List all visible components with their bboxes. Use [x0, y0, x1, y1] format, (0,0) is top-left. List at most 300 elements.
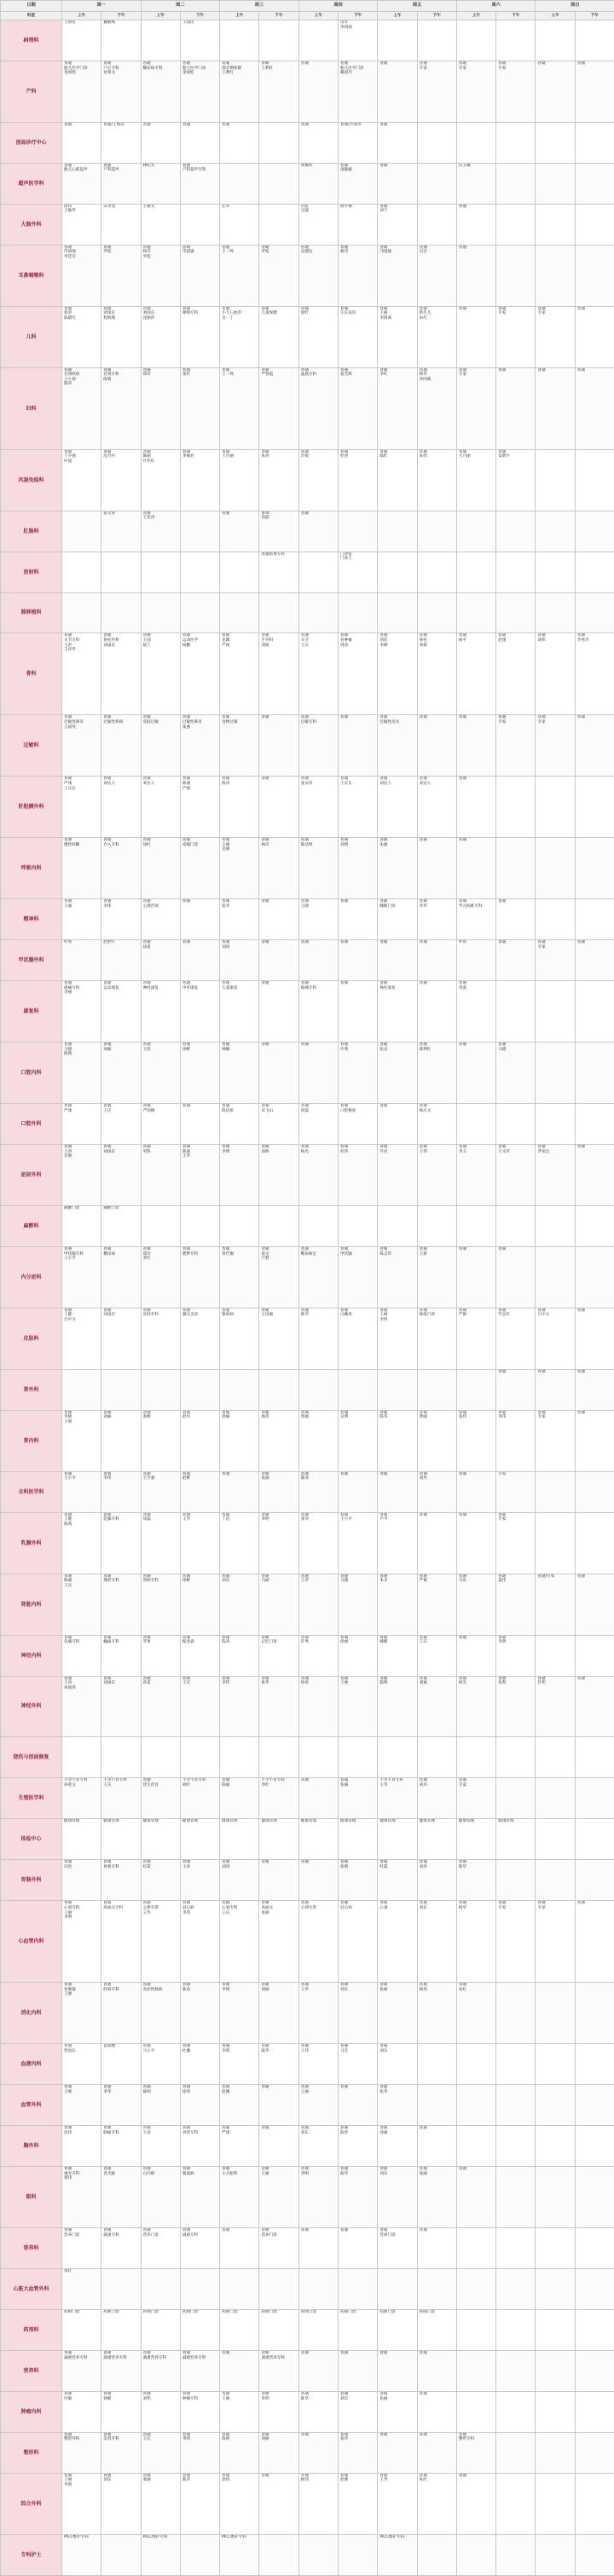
- morning-slot-cell: [298, 1369, 338, 1410]
- morning-slot-cell: 普通 过敏性皮炎: [378, 715, 417, 777]
- morning-slot-cell: 普通 心律失常 王华: [141, 1901, 180, 1983]
- morning-slot-cell: 普通: [298, 1860, 338, 1901]
- morning-slot-cell: 普通 李红: [378, 367, 417, 449]
- afternoon-slot-cell: 普通 张华: [259, 1676, 298, 1737]
- morning-slot-cell: 普通 围孕期保健 王利红: [220, 61, 259, 122]
- morning-slot-cell: 普通: [298, 940, 338, 981]
- morning-slot-cell: [536, 122, 575, 163]
- morning-slot-cell: 普通 李晓 王明: [62, 1410, 101, 1471]
- department-name: 神经外科: [1, 1676, 62, 1737]
- day-header-sat: 周六: [456, 1, 536, 12]
- morning-slot-cell: 普通 王丽: [298, 2085, 338, 2126]
- afternoon-slot-cell: 普通: [180, 122, 219, 163]
- afternoon-slot-cell: 普通 食管专科: [180, 2126, 219, 2167]
- morning-slot-cell: 普通 王巧丽: [456, 449, 495, 511]
- morning-slot-cell: 普通: [298, 511, 338, 552]
- afternoon-slot-cell: [575, 2126, 614, 2167]
- afternoon-slot-cell: 普通 青光眼: [101, 2167, 141, 2228]
- department-name: 创面诊疗中心: [1, 122, 62, 163]
- department-row: [1, 2391, 614, 2432]
- morning-slot-cell: 普通 杨光: [298, 1145, 338, 1206]
- afternoon-slot-cell: 赵舒仔: [101, 940, 141, 981]
- afternoon-slot-cell: 普通 刘丽: [101, 1410, 141, 1471]
- afternoon-slot-cell: [496, 20, 536, 61]
- afternoon-slot-cell: [339, 1737, 378, 1778]
- afternoon-slot-cell: [575, 592, 614, 633]
- morning-slot-cell: [536, 1860, 575, 1901]
- afternoon-slot-cell: 健康管理: [339, 1819, 378, 1860]
- afternoon-slot-cell: 普通 李伟: [496, 1410, 536, 1471]
- morning-slot-cell: [456, 552, 495, 592]
- afternoon-slot-cell: [575, 245, 614, 306]
- morning-slot-cell: [536, 981, 575, 1043]
- afternoon-slot-cell: 普通 朱凯: [496, 1676, 536, 1737]
- afternoon-slot-cell: 普通: [259, 715, 298, 777]
- morning-slot-cell: 药师门诊: [378, 2309, 417, 2350]
- morning-slot-cell: 普通 宫颈疾病 王小莉 陈华: [62, 367, 101, 449]
- afternoon-slot-cell: 普通 胎儿医学门诊 金国桂: [180, 61, 219, 122]
- morning-slot-cell: PICC维护专科: [141, 2534, 180, 2575]
- morning-slot-cell: 普通 刘达人: [141, 777, 180, 838]
- afternoon-slot-cell: [496, 2044, 536, 2085]
- morning-slot-cell: 普通 刘东: [298, 2126, 338, 2167]
- morning-slot-cell: [141, 1369, 180, 1410]
- schedule-body: [1, 20, 614, 2576]
- afternoon-slot-cell: [259, 1737, 298, 1778]
- morning-slot-cell: 普通 徐丽: [220, 1410, 259, 1471]
- morning-slot-cell: [536, 449, 575, 511]
- morning-slot-cell: 普通 许亮: [378, 1145, 417, 1206]
- afternoon-slot-cell: 普通 李华: [417, 899, 456, 940]
- morning-slot-cell: 普通 肾病专科: [141, 1574, 180, 1635]
- afternoon-slot-cell: 不孕不育专科 李红: [259, 1778, 298, 1819]
- department-row: [1, 592, 614, 633]
- morning-slot-cell: 普通 专家: [536, 1410, 575, 1471]
- afternoon-slot-cell: 不孕不育专科 刘红: [180, 1778, 219, 1819]
- afternoon-slot-cell: 普通 徐彬: [180, 1043, 219, 1104]
- morning-slot-cell: 普通 盆底专科: [298, 367, 338, 449]
- morning-slot-cell: 普通 沈伟: [62, 2126, 101, 2167]
- morning-slot-cell: 普通: [378, 2350, 417, 2391]
- afternoon-slot-cell: 普通 乳腺专科: [101, 1512, 141, 1574]
- afternoon-slot-cell: 普通: [575, 61, 614, 122]
- afternoon-slot-cell: 普通 徐海: [259, 1145, 298, 1206]
- afternoon-slot-cell: 普通: [575, 940, 614, 981]
- afternoon-slot-cell: 普通 爱文 卢梦: [259, 1246, 298, 1308]
- morning-slot-cell: 普通 王丽 吴丽: [220, 838, 259, 899]
- department-name: 神经内科: [1, 1635, 62, 1676]
- morning-slot-cell: 普通: [536, 61, 575, 122]
- afternoon-slot-cell: 普通 薛利红: [417, 1043, 456, 1104]
- morning-slot-cell: 健康管理: [220, 1819, 259, 1860]
- afternoon-slot-cell: 普通 专家: [496, 715, 536, 777]
- department-row: [1, 777, 614, 838]
- afternoon-slot-cell: 普通 癫痫专科: [101, 1635, 141, 1676]
- morning-slot-cell: 普通 心律失常: [298, 1901, 338, 1983]
- afternoon-slot-cell: [575, 2473, 614, 2534]
- morning-slot-cell: [378, 2269, 417, 2310]
- morning-slot-cell: 普通 优生优育: [141, 1778, 180, 1819]
- afternoon-slot-cell: 普通 夏伟: [496, 1574, 536, 1635]
- afternoon-slot-cell: [417, 163, 456, 204]
- afternoon-slot-cell: 麻醉门诊: [101, 1205, 141, 1246]
- morning-slot-cell: 普通 王一鸣: [220, 367, 259, 449]
- morning-slot-cell: 普通 杨光: [456, 1676, 495, 1737]
- morning-slot-cell: 普通 张彬: [141, 1410, 180, 1471]
- morning-slot-cell: 普通 赵刚: [220, 2085, 259, 2126]
- afternoon-slot-cell: 普通: [575, 1410, 614, 1471]
- afternoon-slot-cell: [101, 2269, 141, 2310]
- morning-slot-cell: 王俊文: [141, 204, 180, 245]
- morning-slot-cell: 普通: [536, 367, 575, 449]
- afternoon-slot-cell: [496, 163, 536, 204]
- afternoon-slot-cell: 药师门诊: [259, 2309, 298, 2350]
- afternoon-slot-cell: 普通 王涛: [180, 1860, 219, 1901]
- afternoon-slot-cell: 普通: [339, 2228, 378, 2269]
- afternoon-slot-cell: 普通 陈华: [339, 2126, 378, 2167]
- morning-slot-cell: 普通 李明: [220, 2044, 259, 2085]
- morning-slot-cell: 普通 陈华: [378, 1410, 417, 1471]
- afternoon-slot-cell: 普通/王海泽: [101, 122, 141, 163]
- afternoon-slot-cell: 普通 胃肠专科: [101, 1860, 141, 1901]
- morning-slot-cell: [536, 20, 575, 61]
- afternoon-slot-cell: [496, 552, 536, 592]
- afternoon-slot-cell: 普通/方瑞英: [339, 122, 378, 163]
- morning-slot-cell: [378, 20, 417, 61]
- afternoon-slot-cell: 普通 张丽: [259, 1471, 298, 1512]
- afternoon-slot-cell: 普通 冠心病 李伟: [180, 1901, 219, 1983]
- department-name: 普内科: [1, 1410, 62, 1471]
- afternoon-slot-cell: 普通: [496, 1246, 536, 1308]
- morning-slot-cell: 普通 王涛 吴俊: [62, 1145, 101, 1206]
- afternoon-slot-cell: [575, 1246, 614, 1308]
- morning-slot-cell: 普通 许娟: [298, 449, 338, 511]
- afternoon-slot-cell: 普通: [417, 2126, 456, 2167]
- morning-slot-cell: 普通 李伟: [220, 1676, 259, 1737]
- afternoon-slot-cell: 普通 王庆东: [339, 777, 378, 838]
- morning-slot-cell: 普通: [298, 2228, 338, 2269]
- afternoon-slot-cell: [575, 981, 614, 1043]
- afternoon-slot-cell: 健康管理: [496, 1819, 536, 1860]
- morning-slot-cell: 普通 心衰专科 王丽 李明: [62, 1901, 101, 1983]
- morning-slot-cell: [141, 2269, 180, 2310]
- morning-slot-cell: [456, 2391, 495, 2432]
- morning-slot-cell: 普通 王庆: [141, 2432, 180, 2473]
- day-header-row: [1, 1, 614, 12]
- afternoon-slot-cell: 普通: [496, 899, 536, 940]
- afternoon-slot-cell: 普通 王文军: [496, 1145, 536, 1206]
- morning-slot-cell: 普通 足踝 严俊: [220, 633, 259, 715]
- afternoon-slot-cell: 普通 刘达人: [417, 777, 456, 838]
- afternoon-slot-cell: [496, 1104, 536, 1145]
- afternoon-slot-cell: 普通 肝病专科: [101, 1983, 141, 2044]
- afternoon-slot-cell: 普通: [417, 1512, 456, 1574]
- department-name: 耳鼻咽喉科: [1, 245, 62, 306]
- afternoon-slot-cell: [575, 1635, 614, 1676]
- department-row: [1, 2309, 614, 2350]
- morning-slot-cell: [298, 20, 338, 61]
- department-name: 口腔内科: [1, 1043, 62, 1104]
- morning-slot-cell: [536, 2350, 575, 2391]
- morning-slot-cell: 普通 王涛 朱国伟: [62, 1676, 101, 1737]
- morning-slot-cell: 普通: [456, 245, 495, 306]
- afternoon-slot-cell: 普通 痤疮门诊: [417, 1308, 456, 1369]
- afternoon-slot-cell: 普通 李明: [496, 1635, 536, 1676]
- morning-slot-cell: 肖乾 吴波: [298, 204, 338, 245]
- morning-slot-cell: [141, 552, 180, 592]
- morning-slot-cell: 普通 严康: [220, 2126, 259, 2167]
- afternoon-slot-cell: 普通 李秀芳: [575, 633, 614, 715]
- afternoon-slot-cell: 普通 徐丽: [339, 1635, 378, 1676]
- department-name: 普外科: [1, 1369, 62, 1410]
- afternoon-slot-cell: [575, 2044, 614, 2085]
- afternoon-slot-cell: [417, 2085, 456, 2126]
- department-row: [1, 1471, 614, 1512]
- morning-slot-cell: 普通 脊柱康复: [378, 981, 417, 1043]
- morning-slot-cell: 普通 刘国东 沈丽萍: [141, 306, 180, 367]
- morning-slot-cell: 普通 皮肤外科: [141, 1308, 180, 1369]
- afternoon-slot-cell: 普通: [180, 899, 219, 940]
- am-label: 上午: [141, 12, 180, 20]
- morning-slot-cell: [536, 1471, 575, 1512]
- morning-slot-cell: 普通: [456, 838, 495, 899]
- afternoon-slot-cell: [575, 838, 614, 899]
- morning-slot-cell: 普通: [456, 204, 495, 245]
- afternoon-slot-cell: 普通 刘国东: [101, 1145, 141, 1206]
- morning-slot-cell: [536, 777, 575, 838]
- morning-slot-cell: 普通 胎儿医学门诊 金国桂: [62, 61, 101, 122]
- morning-slot-cell: 普通 男科: [141, 1145, 180, 1206]
- department-name: 泌尿外科: [1, 1145, 62, 1206]
- afternoon-slot-cell: [575, 1471, 614, 1512]
- afternoon-slot-cell: [339, 1205, 378, 1246]
- morning-slot-cell: 普通: [62, 122, 101, 163]
- afternoon-slot-cell: 普通: [259, 1043, 298, 1104]
- department-name: 肛肠科: [1, 511, 62, 552]
- afternoon-slot-cell: [496, 2534, 536, 2575]
- morning-slot-cell: 普通 红霞: [378, 1860, 417, 1901]
- afternoon-slot-cell: 普通 安新宇: [496, 449, 536, 511]
- afternoon-slot-cell: 普通 罗松: [101, 245, 141, 306]
- morning-slot-cell: 普通 胃肠镜 王丽: [62, 1983, 101, 2044]
- afternoon-slot-cell: [417, 2269, 456, 2310]
- department-name: 胃肠外科: [1, 1860, 62, 1901]
- half-day-header-row: [1, 12, 614, 20]
- morning-slot-cell: 普通 罗勇: [141, 1635, 180, 1676]
- morning-slot-cell: 普通 徐红: [141, 838, 180, 899]
- department-row: [1, 2228, 614, 2269]
- morning-slot-cell: [456, 2309, 495, 2350]
- afternoon-slot-cell: 普通 王利红: [259, 61, 298, 122]
- department-name: 消化内科: [1, 1983, 62, 2044]
- afternoon-slot-cell: 普通 刘涛: [417, 1860, 456, 1901]
- afternoon-slot-cell: 普通 杨伟: [259, 1410, 298, 1471]
- afternoon-slot-cell: 不孕不育专科 王庆: [101, 1778, 141, 1819]
- afternoon-slot-cell: [575, 2534, 614, 2575]
- afternoon-slot-cell: 普通 产科超声专科: [180, 163, 219, 204]
- morning-slot-cell: 叶亮: [62, 940, 101, 981]
- morning-slot-cell: 普通 王丽: [62, 899, 101, 940]
- morning-slot-cell: 普通 王涛: [141, 2126, 180, 2167]
- department-row: [1, 1104, 614, 1145]
- afternoon-slot-cell: [101, 1369, 141, 1410]
- am-label: 上午: [456, 12, 495, 20]
- afternoon-slot-cell: 普通 徐丽: [259, 2432, 298, 2473]
- afternoon-slot-cell: [496, 2350, 536, 2391]
- morning-slot-cell: [536, 1819, 575, 1860]
- afternoon-slot-cell: 普通 胎儿医学门诊 戴国芳: [339, 61, 378, 122]
- morning-slot-cell: 普通: [298, 2432, 338, 2473]
- department-name: 病理科: [1, 20, 62, 61]
- department-name: 烧伤与创面修复: [1, 1737, 62, 1778]
- afternoon-slot-cell: 普通 赵翔: [496, 633, 536, 715]
- morning-slot-cell: [220, 1737, 259, 1778]
- afternoon-slot-cell: 药师门诊: [417, 2309, 456, 2350]
- morning-slot-cell: 普通 关节专科 王洪 王祥华: [62, 633, 101, 715]
- afternoon-slot-cell: 普通 朱亮: [259, 449, 298, 511]
- afternoon-slot-cell: 普通: [496, 367, 536, 449]
- morning-slot-cell: 普通 郑玲: [141, 367, 180, 449]
- department-column-label: 科室: [1, 12, 62, 20]
- morning-slot-cell: 普通: [298, 122, 338, 163]
- afternoon-slot-cell: 普通 刘斌: [417, 1676, 456, 1737]
- afternoon-slot-cell: 普通 吴明: [339, 1410, 378, 1471]
- morning-slot-cell: 药师门诊: [298, 2309, 338, 2350]
- morning-slot-cell: 普通 徐磊: [298, 1104, 338, 1145]
- afternoon-slot-cell: 俞少俊: [339, 204, 378, 245]
- afternoon-slot-cell: [496, 2167, 536, 2228]
- morning-slot-cell: 普通 过敏性鼻炎 王国英: [62, 715, 101, 777]
- morning-slot-cell: 普通 郑君 陈晓光: [62, 306, 101, 367]
- afternoon-slot-cell: 普通 专家: [496, 61, 536, 122]
- morning-slot-cell: [536, 1778, 575, 1819]
- afternoon-slot-cell: 普通 中医康复: [180, 981, 219, 1043]
- morning-slot-cell: 普通 陈达明: [298, 838, 338, 899]
- morning-slot-cell: 普通 周丽: [298, 1410, 338, 1471]
- afternoon-slot-cell: 普通 口腔修复: [339, 1104, 378, 1145]
- morning-slot-cell: 普通 许秀: [298, 1635, 338, 1676]
- morning-slot-cell: 普通 整形外科: [62, 2432, 101, 2473]
- afternoon-slot-cell: 普通 赵丹: [180, 1410, 219, 1471]
- afternoon-slot-cell: [496, 981, 536, 1043]
- afternoon-slot-cell: [496, 2228, 536, 2269]
- department-name: 大肠外科: [1, 204, 62, 245]
- morning-slot-cell: 普通 炎症性肠病: [141, 1983, 180, 2044]
- afternoon-slot-cell: 普通 刘东: [339, 2391, 378, 2432]
- afternoon-slot-cell: 普通 王庆: [417, 1635, 456, 1676]
- department-name: 体检中心: [1, 1819, 62, 1860]
- morning-slot-cell: 普通 刘涛: [220, 940, 259, 981]
- morning-slot-cell: 普通: [456, 1512, 495, 1574]
- morning-slot-cell: 普通 邝国强: [378, 245, 417, 306]
- afternoon-slot-cell: 普通 产科超声: [101, 163, 141, 204]
- department-name: 血管外科: [1, 2085, 62, 2126]
- afternoon-slot-cell: 普通 儿童保健: [259, 306, 298, 367]
- afternoon-slot-cell: [496, 245, 536, 306]
- department-row: [1, 1308, 614, 1369]
- afternoon-slot-cell: 普通 陈波 王华: [180, 1145, 219, 1206]
- morning-slot-cell: 普通 陈丽: [220, 1778, 259, 1819]
- morning-slot-cell: 普通 马德 陈燕: [62, 1043, 101, 1104]
- afternoon-slot-cell: 普通 张丽: [417, 2167, 456, 2228]
- afternoon-slot-cell: 健康管理: [180, 1819, 219, 1860]
- morning-slot-cell: 普通: [456, 2167, 495, 2228]
- morning-slot-cell: 普通: [378, 1471, 417, 1512]
- afternoon-slot-cell: 普通 黄丽: [417, 1410, 456, 1471]
- morning-slot-cell: 普通 关节 王庆: [298, 633, 338, 715]
- date-corner-label: 日期: [1, 1, 62, 12]
- morning-slot-cell: 普通 王华: [298, 1983, 338, 2044]
- morning-slot-cell: 普通 张华: [378, 2085, 417, 2126]
- morning-slot-cell: [220, 20, 259, 61]
- morning-slot-cell: [536, 2228, 575, 2269]
- afternoon-slot-cell: [259, 2534, 298, 2575]
- department-row: [1, 2044, 614, 2085]
- morning-slot-cell: 普通 王连涛: [141, 511, 180, 552]
- morning-slot-cell: 普通: [378, 61, 417, 122]
- afternoon-slot-cell: [575, 2309, 614, 2350]
- department-row: [1, 122, 614, 163]
- afternoon-slot-cell: 普通 透析专科: [101, 1574, 141, 1635]
- morning-slot-cell: 庆玉璐: [456, 163, 495, 204]
- afternoon-slot-cell: 普通 肥胖专科: [180, 1246, 219, 1308]
- afternoon-slot-cell: [259, 1205, 298, 1246]
- afternoon-slot-cell: 普通: [417, 838, 456, 899]
- morning-slot-cell: 普通 心理咨询: [141, 899, 180, 940]
- afternoon-slot-cell: [575, 1819, 614, 1860]
- afternoon-slot-cell: 门诊张 门诊王: [339, 552, 378, 592]
- afternoon-slot-cell: 普通 王新: [417, 1246, 456, 1308]
- department-name: 妇科: [1, 367, 62, 449]
- afternoon-slot-cell: 普通 王丽: [259, 2167, 298, 2228]
- morning-slot-cell: 普通 心衰专科 王庆: [220, 1901, 259, 1983]
- afternoon-slot-cell: [496, 2309, 536, 2350]
- morning-slot-cell: 普通 李明: [298, 2167, 338, 2228]
- afternoon-slot-cell: [417, 20, 456, 61]
- afternoon-slot-cell: 普通 杜娜: [180, 2044, 219, 2085]
- afternoon-slot-cell: [496, 204, 536, 245]
- pm-label: 下午: [101, 12, 141, 20]
- am-label: 上午: [378, 12, 417, 20]
- department-row: [1, 1145, 614, 1206]
- morning-slot-cell: 普通 陈志华: [378, 1246, 417, 1308]
- department-name: 皮肤科: [1, 1308, 62, 1369]
- afternoon-slot-cell: [575, 2085, 614, 2126]
- afternoon-slot-cell: 普通 肿瘤专科: [180, 2391, 219, 2432]
- morning-slot-cell: 普通: [220, 511, 259, 552]
- morning-slot-cell: 叶亮: [456, 940, 495, 981]
- afternoon-slot-cell: [101, 552, 141, 592]
- morning-slot-cell: 普通: [378, 1104, 417, 1145]
- morning-slot-cell: 普通 贾国东: [62, 2044, 101, 2085]
- morning-slot-cell: [456, 2126, 495, 2167]
- morning-slot-cell: [536, 2391, 575, 2432]
- morning-slot-cell: 普通 张永伟: [298, 777, 338, 838]
- afternoon-slot-cell: [496, 2473, 536, 2534]
- afternoon-slot-cell: 普通 王俊: [339, 1676, 378, 1737]
- morning-slot-cell: 普通/专家: [536, 1574, 575, 1635]
- afternoon-slot-cell: 普通 徐丽: [259, 1983, 298, 2044]
- pm-label: 下午: [259, 12, 298, 20]
- morning-slot-cell: 普通 张伟: [456, 1410, 495, 1471]
- morning-slot-cell: 普通 王俊: [62, 2085, 101, 2126]
- afternoon-slot-cell: [575, 1860, 614, 1901]
- afternoon-slot-cell: 普通 杨庆文: [417, 1104, 456, 1145]
- morning-slot-cell: 健康管理: [141, 1819, 180, 1860]
- morning-slot-cell: [298, 552, 338, 592]
- afternoon-slot-cell: [339, 1369, 378, 1410]
- afternoon-slot-cell: [259, 20, 298, 61]
